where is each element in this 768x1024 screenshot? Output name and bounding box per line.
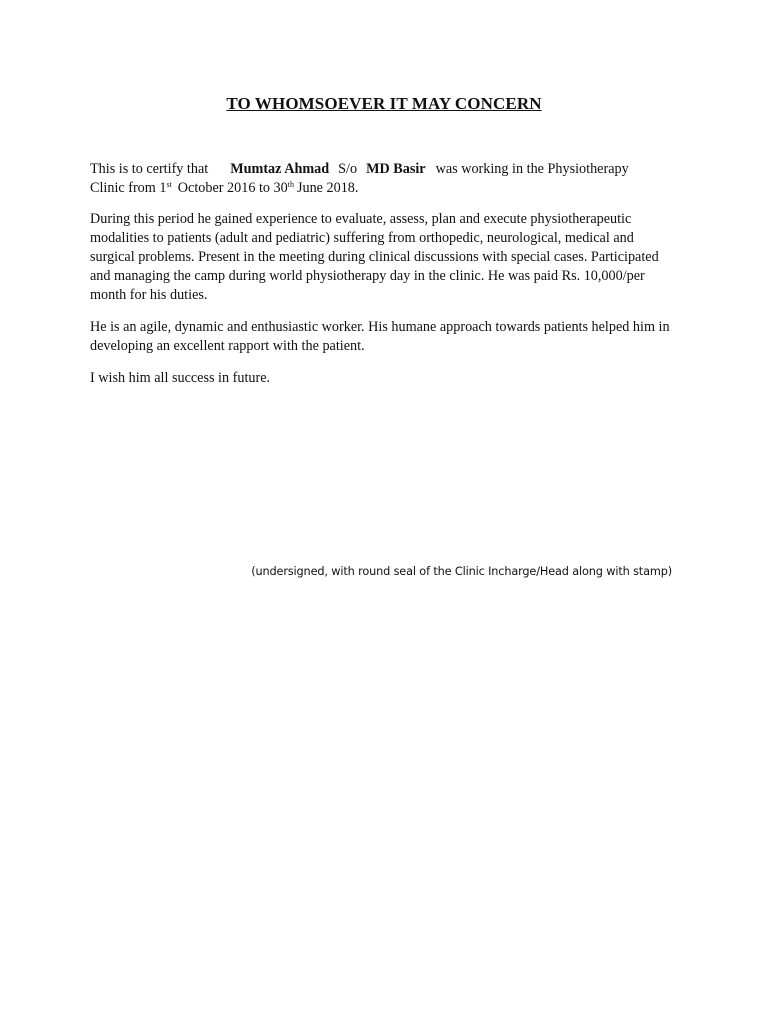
employee-name: Mumtaz Ahmad	[230, 161, 330, 177]
end-date-rest: June 2018.	[296, 180, 359, 196]
clinic-from-text: Clinic from 1	[90, 180, 167, 196]
end-date-suffix: th	[287, 180, 294, 189]
experience-paragraph: During this period he gained experience to evaluate, assess, plan and execute physiotherapeutic modalities to patients (adult and pediatric) suffering from orthopedic, neurological, medical and surgical problems. Present in the meeting during clinical discussions with special cases. Participated and managing the camp during world physiotherapy day in the clinic. He was paid Rs. 10,000/per month for his duties.	[90, 211, 659, 303]
working-text: was working in the Physiotherapy	[435, 161, 629, 177]
father-name: MD Basir	[366, 161, 426, 177]
certify-intro: This is to certify that	[90, 161, 209, 177]
certification-paragraph	[90, 160, 680, 198]
document-title: TO WHOMSOEVER IT MAY CONCERN	[226, 94, 542, 113]
start-date-suffix: st	[166, 180, 172, 189]
character-paragraph: He is an agile, dynamic and enthusiastic worker. His humane approach towards patients helped him in developing an excellent rapport with the patient.	[90, 319, 670, 354]
signature-note: (undersigned, with round seal of the Clinic Incharge/Head along with stamp)	[251, 565, 672, 578]
start-date-rest: October 2016 to 30	[177, 180, 288, 196]
closing-wish: I wish him all success in future.	[90, 370, 271, 386]
relation-label: S/o	[338, 161, 358, 177]
